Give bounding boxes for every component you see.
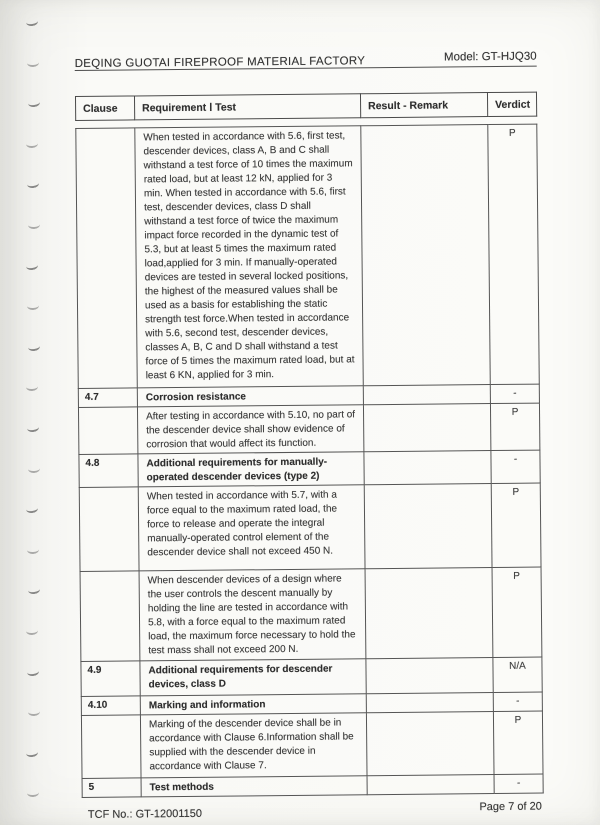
- verdict-value: -: [491, 450, 540, 483]
- col-header-requirement-test: Requirement Ⅰ Test: [134, 94, 360, 120]
- document-header: [75, 48, 537, 71]
- clause-number: [79, 487, 139, 572]
- table-row: [79, 450, 540, 487]
- requirement-text: After testing in accordance with 5.10, no part of the descender device shall show evidence of corrosion that would affect its function.: [137, 405, 363, 454]
- verdict-value: P: [491, 483, 541, 567]
- clause-number: [81, 715, 141, 779]
- result-remark-cell: [366, 658, 493, 694]
- clause-number: [76, 128, 137, 389]
- col-header-clause: Clause: [75, 96, 134, 121]
- requirement-text: Additional requirements for manually-operated descender devices (type 2): [138, 452, 364, 487]
- result-remark-cell: [366, 693, 493, 713]
- clause-number: 4.9: [81, 661, 140, 697]
- result-remark-cell: [363, 404, 490, 452]
- requirement-text: Test methods: [141, 776, 367, 797]
- model-label: Model: GT-HJQ30: [443, 50, 537, 64]
- binding-hole-mark: [26, 139, 38, 148]
- table-row: [76, 124, 539, 388]
- binding-hole-mark: [27, 545, 39, 554]
- table-row: [81, 657, 542, 696]
- verdict-value: -: [490, 384, 539, 403]
- result-remark-cell: [365, 568, 493, 659]
- binding-hole-mark: [27, 58, 39, 67]
- verdict-value: -: [493, 692, 542, 711]
- binding-hole-mark: [27, 302, 39, 311]
- verdict-value: P: [492, 567, 542, 657]
- requirement-text: Marking of the descender device shall be in accordance with Clause 6.Information shall be supplied with the descender device in accordance with Clause 7.: [140, 713, 367, 778]
- verdict-value: -: [494, 774, 543, 793]
- binding-hole-mark: [26, 748, 39, 757]
- binding-hole-mark: [28, 342, 41, 351]
- binding-hole-mark: [27, 423, 40, 432]
- result-remark-cell: [364, 484, 492, 569]
- binding-hole-mark: [28, 708, 40, 717]
- table-row: [79, 483, 541, 571]
- col-header-verdict: Verdict: [487, 92, 536, 116]
- requirement-text: When descender devices of a design where the user controls the descent manually by holding the line are tested in accordance with 5.8, with a force equal to the maximum rated load, the maximum force necessary to hold the test mass shall not exceed 200 N.: [139, 569, 366, 661]
- binding-hole-mark: [28, 586, 41, 595]
- binding-hole-mark: [26, 17, 39, 26]
- document-footer: [82, 800, 544, 821]
- col-header-result-remark: Result - Remark: [360, 93, 487, 118]
- requirement-text: When tested in accordance with 5.7, with a force equal to the maximum rated load, the force to release and operate the integral manually-operated control element of the descender device shall not exceed 450 N.: [138, 485, 365, 571]
- requirement-text: Corrosion resistance: [137, 386, 363, 407]
- clause-number: 5: [82, 778, 141, 798]
- table-row: [80, 567, 542, 661]
- page-number: Page 7 of 20: [479, 800, 542, 814]
- clause-number: 4.7: [78, 388, 137, 408]
- verdict-value: P: [490, 403, 539, 450]
- column-header-row: [75, 92, 536, 120]
- requirement-text: When tested in accordance with 5.6, first test, descender devices, class A, B and C shall withstand a test force of 10 times the maximum rated load, but at least 12 kN, applied for 3 min. When tested in accordance with 5.6, first test, descender devices, class D shall withstand a test force of twice the maximum impact force recorded in the dynamic test of 5.3, but at least 5 times the maximum rated load,applied for 3 min. If manually-operated devices are tested in several locked positions, the highest of the measured values shall be used as a basis for establishing the static strength test force.When tested in accordance with 5.6, second test, descender devices, classes A, B, C and D shall withstand a test force of 5 times the maximum rated load, but at least 6 KN, applied for 3 min.: [135, 126, 363, 388]
- binding-hole-mark: [28, 98, 41, 107]
- binding-hole-mark: [27, 180, 40, 189]
- binding-hole-mark: [28, 221, 40, 230]
- requirement-text: Marking and information: [140, 694, 366, 715]
- binding-hole-mark: [27, 667, 40, 676]
- column-header-table: [75, 92, 537, 121]
- binding-hole-mark: [28, 464, 40, 473]
- requirement-text: Additional requirements for descender devices, class D: [140, 659, 366, 696]
- spiral-binding: [0, 0, 60, 825]
- requirements-table: [75, 124, 543, 798]
- clause-number: [78, 407, 137, 455]
- tcf-number: TCF No.: GT-12001150: [87, 807, 203, 821]
- binding-hole-mark: [27, 789, 39, 798]
- verdict-value: N/A: [493, 657, 542, 692]
- table-row: [78, 403, 539, 454]
- result-remark-cell: [361, 125, 490, 386]
- clause-number: [80, 571, 140, 662]
- factory-name: DEQING GUOTAI FIREPROOF MATERIAL FACTORY: [74, 55, 366, 71]
- binding-hole-mark: [26, 261, 39, 270]
- clause-number: 4.8: [79, 454, 138, 488]
- document-content: [74, 0, 544, 821]
- binding-hole-mark: [26, 627, 38, 636]
- binding-hole-mark: [26, 504, 39, 513]
- result-remark-cell: [364, 451, 491, 485]
- result-remark-cell: [363, 385, 490, 405]
- result-remark-cell: [367, 775, 494, 795]
- table-row: [82, 774, 543, 797]
- table-row: [81, 711, 543, 778]
- verdict-value: P: [488, 124, 539, 384]
- clause-number: 4.10: [81, 696, 140, 716]
- result-remark-cell: [366, 712, 494, 776]
- binding-hole-mark: [26, 383, 38, 392]
- verdict-value: P: [493, 711, 543, 774]
